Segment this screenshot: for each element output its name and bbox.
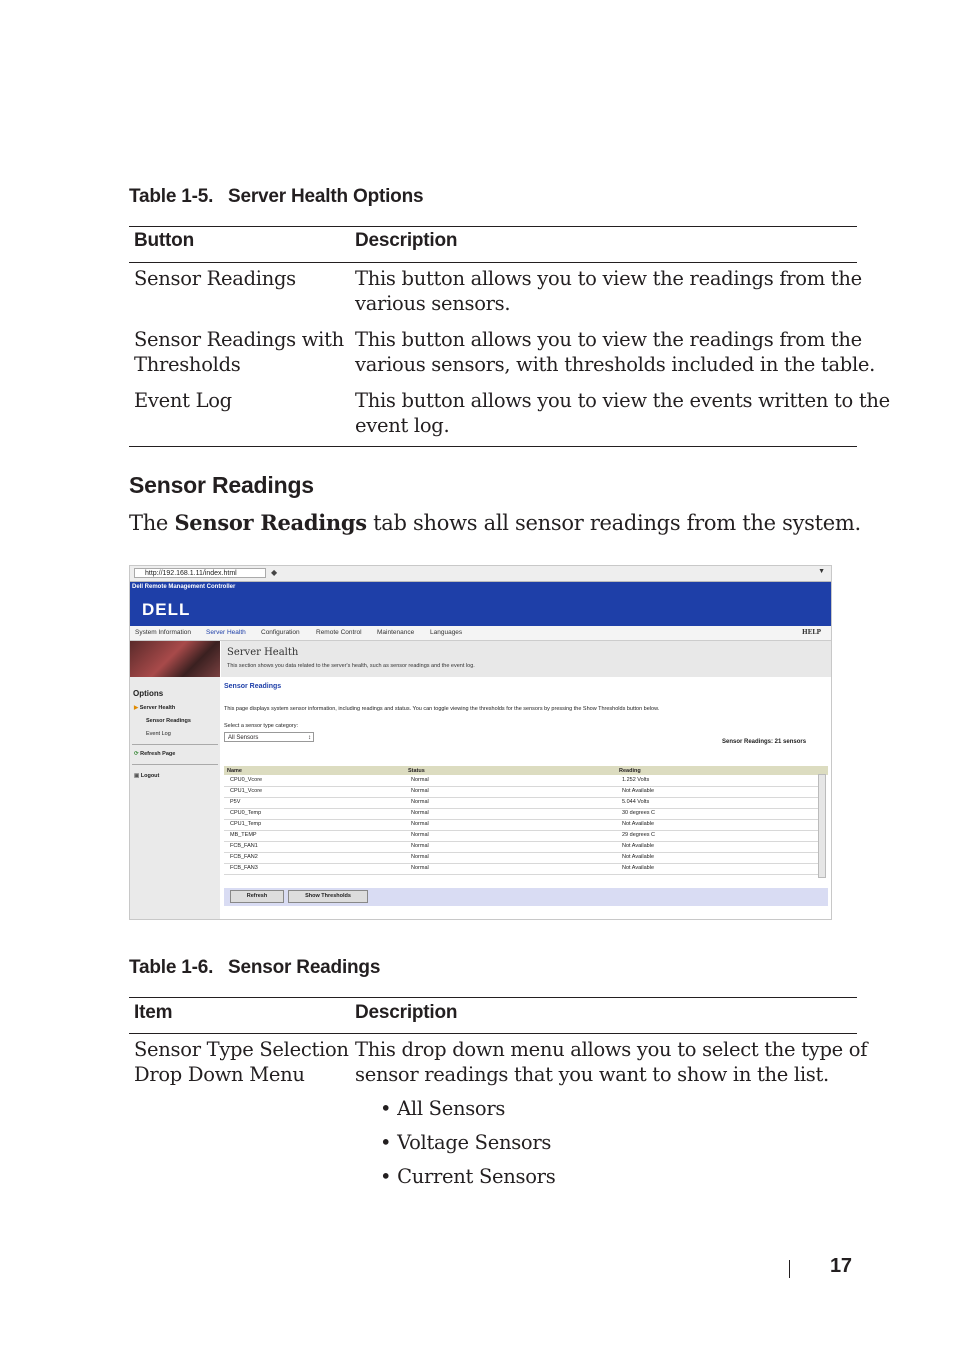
table-caption-1-5 [129,186,423,208]
bookmark-icon[interactable]: ◆ [271,568,278,577]
table-row-description: This button allows you to view the events written to the event log. [355,389,890,437]
table-row-button: Sensor Readings [134,267,296,290]
refresh-icon: ⟳ [134,751,139,757]
column-reading[interactable]: Reading [619,768,641,774]
dropdown-icon[interactable]: ▼ [818,568,825,575]
table-top-rule [129,226,857,227]
tab-system-information[interactable]: System Information [135,629,191,636]
table-row-item: Sensor Type Selection Drop Down Menu [134,1038,349,1086]
table-row: FCB_FAN3 Normal Not Available [224,863,820,875]
address-bar [130,566,831,582]
sidebar-item-event-log[interactable]: Event Log [146,731,171,737]
sidebar-divider [132,764,218,765]
tab-remote-control[interactable]: Remote Control [316,629,362,636]
table-scrollbar[interactable] [818,774,826,878]
tab-configuration[interactable]: Configuration [261,629,300,636]
subtab-sensor-readings[interactable]: Sensor Readings [224,683,282,690]
sensor-table [224,766,828,878]
dell-logo: DELL [142,600,191,619]
table-row: CPU0_Vcore Normal 1.252 Volts [224,775,820,787]
table-title: Server Health Options [228,186,424,207]
sidebar-item-sensor-readings[interactable]: Sensor Readings [146,718,191,724]
table-title: Sensor Readings [228,957,381,978]
section-heading: Sensor Readings [129,472,314,498]
help-link[interactable]: HELP [802,629,821,636]
url-field[interactable]: http://192.168.1.11/index.html [134,568,266,578]
logout-link[interactable]: ▣ Logout [134,773,160,779]
table-row: CPU0_Temp Normal 30 degrees C [224,808,820,820]
list-item: • Voltage Sensors [380,1131,552,1154]
column-status[interactable]: Status [408,768,425,774]
sensor-type-select[interactable]: All Sensors ↕ [224,732,314,742]
screenshot-sensor-readings [129,565,832,920]
refresh-page-link[interactable]: ⟳ Refresh Page [134,751,176,757]
server-photo [130,641,220,677]
page-number: 17 [830,1255,852,1277]
tab-languages[interactable]: Languages [430,629,463,636]
table-row: CPU1_Temp Normal Not Available [224,819,820,831]
table-row-button: Event Log [134,389,232,412]
sidebar-item-server-health[interactable]: ▶ Server Health [134,705,176,711]
sensor-table-header [224,766,828,775]
info-text: This page displays system sensor information, including readings and status. You can toggle viewing the thresholds for the sensors by pressing the Show Thresholds button below. [224,706,660,712]
table-row: MB_TEMP Normal 29 degrees C [224,830,820,842]
select-label: Select a sensor type category: [224,723,298,729]
table-label: Table 1-6. [129,957,214,978]
sidebar [130,641,220,919]
refresh-button[interactable]: Refresh [230,890,284,903]
column-header-description: Description [355,1002,458,1023]
show-thresholds-button[interactable]: Show Thresholds [288,890,368,903]
list-item: • All Sensors [380,1097,506,1120]
table-bottom-rule [129,446,857,447]
banner-title: Dell Remote Management Controller [132,584,236,590]
table-header-rule [129,262,857,263]
column-name[interactable]: Name [227,768,242,774]
page-title: Server Health [227,647,299,658]
table-row: CPU1_Vcore Normal Not Available [224,786,820,798]
sensor-count: Sensor Readings: 21 sensors [722,739,807,745]
column-header-button: Button [134,230,194,251]
table-row-description: This drop down menu allows you to select the type of sensor readings that you want to show in the list. [355,1038,868,1086]
sidebar-divider [132,744,218,745]
select-arrow-icon: ↕ [308,735,311,741]
tab-server-health[interactable]: Server Health [206,629,246,636]
column-header-description: Description [355,230,458,251]
table-row: P5V Normal 5.044 Volts [224,797,820,809]
logout-icon: ▣ [134,773,140,779]
table-row: FCB_FAN2 Normal Not Available [224,852,820,864]
list-item: • Current Sensors [380,1165,556,1188]
table-row-description: This button allows you to view the readings from the various sensors. [355,267,862,315]
main-header [221,641,831,677]
table-header-rule [129,1033,857,1034]
page-separator [789,1260,790,1278]
table-top-rule [129,997,857,998]
sidebar-options-title: Options [133,689,164,698]
column-header-item: Item [134,1002,173,1023]
table-row-description: This button allows you to view the readings from the various sensors, with thresholds included in the table. [355,328,876,376]
table-caption-1-6 [129,957,380,979]
tab-maintenance[interactable]: Maintenance [377,629,415,636]
table-label: Table 1-5. [129,186,214,207]
section-paragraph: The Sensor Readings tab shows all sensor readings from the system. [129,510,861,535]
top-nav [130,626,831,641]
table-row-button: Sensor Readings with Thresholds [134,328,344,376]
table-row: FCB_FAN1 Normal Not Available [224,841,820,853]
banner [130,582,831,626]
arrow-icon: ▶ [134,705,139,711]
button-bar [224,888,828,906]
page-description: This section shows you data related to the server's health, such as sensor readings and the event log. [227,663,475,669]
